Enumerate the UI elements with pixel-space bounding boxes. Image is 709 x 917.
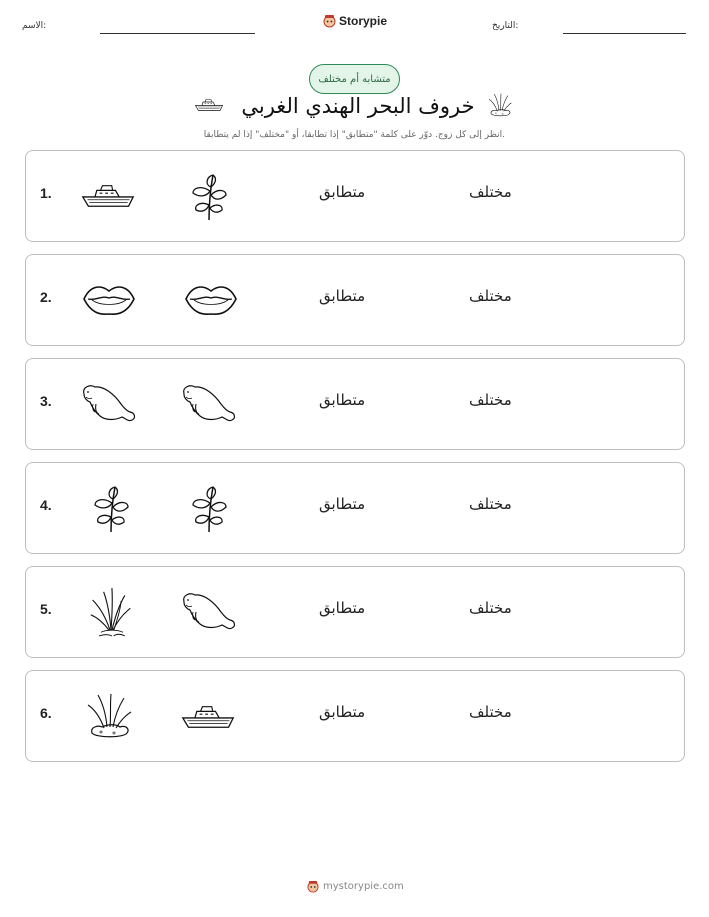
boat-icon — [180, 703, 236, 731]
same-option[interactable]: متطابق — [319, 599, 366, 617]
manatee-icon — [78, 382, 138, 426]
brand-logo — [323, 14, 387, 28]
page-title: خروف البحر الهندي الغربي — [241, 94, 475, 118]
row-number: 4. — [40, 497, 52, 513]
footer — [307, 880, 404, 893]
exercise-row-3 — [25, 358, 685, 450]
different-option[interactable]: مختلف — [469, 391, 512, 409]
boat-icon — [80, 182, 136, 210]
lips-icon — [82, 282, 136, 316]
storypie-mascot-icon — [307, 880, 319, 893]
manatee-icon — [178, 382, 238, 426]
exercise-row-1 — [25, 150, 685, 242]
exercise-row-5 — [25, 566, 685, 658]
worksheet-type-badge: متشابه أم مختلف — [309, 64, 400, 94]
row-number: 6. — [40, 705, 52, 721]
date-field-line[interactable] — [563, 33, 686, 34]
row-number: 1. — [40, 185, 52, 201]
boat-icon — [194, 97, 224, 113]
footer-url[interactable]: mystorypie.com — [323, 881, 404, 892]
same-option[interactable]: متطابق — [319, 703, 366, 721]
manatee-icon — [178, 590, 238, 634]
same-option[interactable]: متطابق — [319, 495, 366, 513]
row-number: 2. — [40, 289, 52, 305]
storypie-mascot-icon — [323, 14, 336, 28]
different-option[interactable]: مختلف — [469, 599, 512, 617]
lips-icon — [184, 282, 238, 316]
exercise-row-4 — [25, 462, 685, 554]
seagrass-icon — [88, 585, 134, 639]
different-option[interactable]: مختلف — [469, 183, 512, 201]
row-number: 5. — [40, 601, 52, 617]
instructions: انظر إلى كل زوج. دوّر على كلمة "متطابق" إذا تطابقا، أو "مختلف" إذا لم يتطابقا. — [203, 130, 505, 140]
leaf-sprig-icon — [188, 483, 230, 533]
different-option[interactable]: مختلف — [469, 287, 512, 305]
name-field-line[interactable] — [100, 33, 255, 34]
exercise-row-2 — [25, 254, 685, 346]
same-option[interactable]: متطابق — [319, 183, 366, 201]
row-number: 3. — [40, 393, 52, 409]
same-option[interactable]: متطابق — [319, 287, 366, 305]
different-option[interactable]: مختلف — [469, 703, 512, 721]
different-option[interactable]: مختلف — [469, 495, 512, 513]
leaf-sprig-icon — [188, 171, 230, 221]
name-label: الاسم: — [22, 21, 47, 31]
seagrass-tuft-icon — [84, 691, 134, 741]
same-option[interactable]: متطابق — [319, 391, 366, 409]
seagrass-tuft-icon — [487, 92, 513, 118]
leaf-sprig-icon — [90, 483, 132, 533]
date-label: التاريخ: — [492, 21, 519, 31]
exercise-row-6 — [25, 670, 685, 762]
brand-name: Storypie — [339, 14, 388, 28]
